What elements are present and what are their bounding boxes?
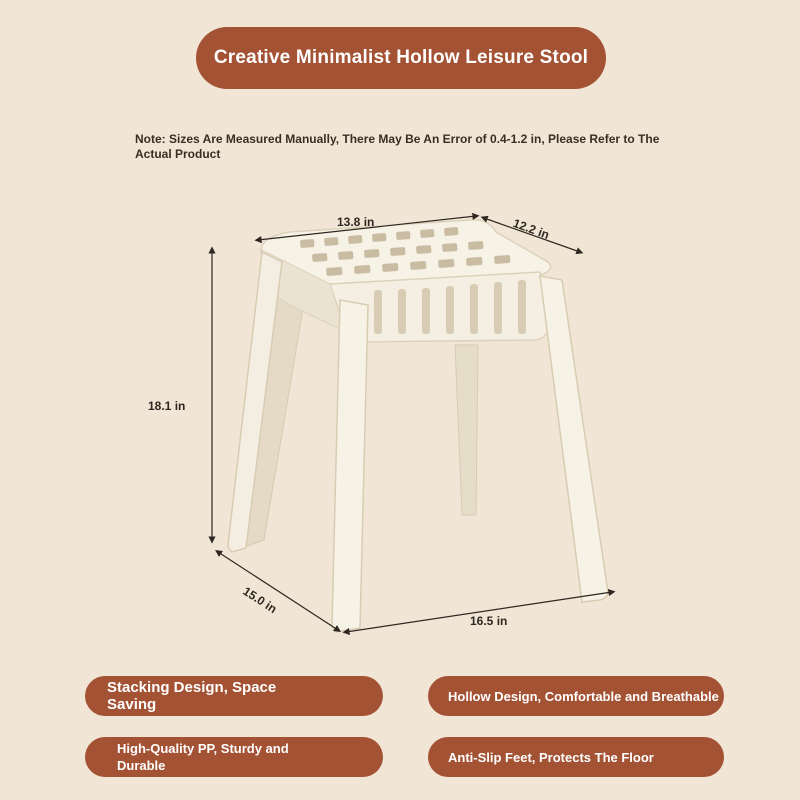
back-right-leg <box>455 345 478 515</box>
feature-hollow-text: Hollow Design, Comfortable and Breathable <box>448 688 719 704</box>
label-bottom-depth: 15.0 in <box>240 584 280 617</box>
dim-line-bottom-depth <box>218 552 338 630</box>
label-bottom-width: 16.5 in <box>470 614 508 628</box>
front-right-leg <box>540 276 608 602</box>
feature-antislip-text: Anti-Slip Feet, Protects The Floor <box>448 749 654 765</box>
label-top-width: 13.8 in <box>337 215 375 229</box>
page-title: Creative Minimalist Hollow Leisure Stool <box>213 47 589 68</box>
size-note: Note: Sizes Are Measured Manually, There May Be An Error of 0.4-1.2 in, Please Refer to The Actual Product <box>135 132 660 161</box>
front-left-leg <box>332 300 368 632</box>
label-top-depth: 12.2 in <box>511 216 552 242</box>
label-height: 18.1 in <box>148 399 186 413</box>
feature-quality <box>85 737 383 777</box>
feature-stacking <box>85 676 383 716</box>
feature-antislip <box>428 737 724 777</box>
feature-stacking-text: Stacking Design, Space Saving <box>107 679 277 713</box>
feature-hollow <box>428 676 724 716</box>
feature-quality-text: High-Quality PP, Sturdy and Durable <box>117 741 289 773</box>
